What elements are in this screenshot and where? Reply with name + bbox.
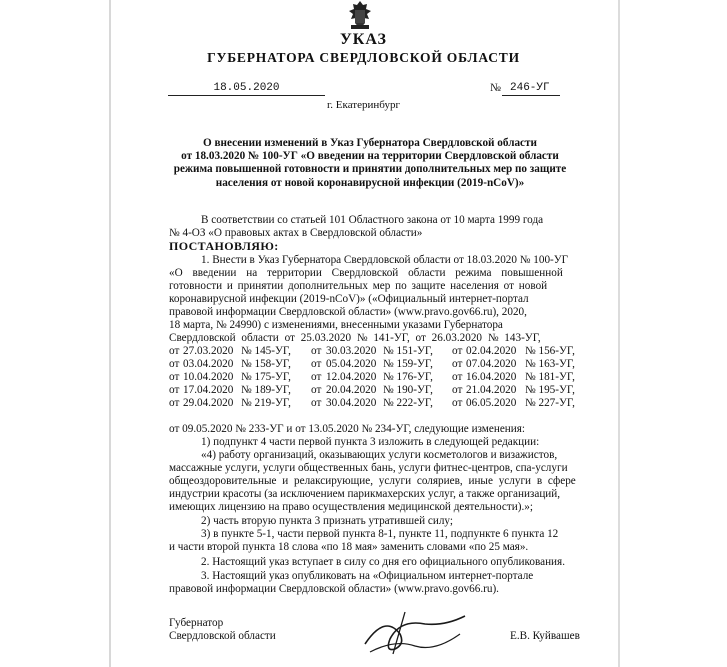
amendment-cell: 21.04.2020 (466, 384, 517, 396)
item-3-line: 3. Настоящий указ опубликовать на «Официальном интернет-портале (201, 570, 534, 582)
amendment-cell: от (452, 358, 463, 370)
quote-line: массажные услуги, услуги общественных бань, услуги фитнес-центров, спа-услуги (169, 462, 568, 474)
amendment-cell: № 195-УГ, (525, 384, 575, 396)
amendment-cell: от (452, 397, 463, 409)
heading-line: населения от новой коронавирусной инфекции (2019-nCoV)» (215, 176, 525, 189)
item1-line: «О введении на территории Свердловской области режима повышенной (169, 267, 563, 279)
amendment-cell: № 176-УГ, (383, 371, 433, 383)
heading-line: режима повышенной готовности и принятии дополнительных мер по защите (173, 163, 567, 176)
city: г. Екатеринбург (327, 99, 400, 111)
signer-title: Губернатор (169, 617, 224, 629)
number-sign: № (490, 82, 501, 94)
amendment-cell: № 222-УГ, (383, 397, 433, 409)
handwritten-signature (355, 604, 475, 659)
amendment-cell: 05.04.2020 (326, 358, 377, 370)
signer-title: Свердловской области (169, 630, 276, 642)
coat-of-arms-icon (340, 0, 380, 32)
decree-heading (160, 137, 580, 190)
amendment-cell: 29.04.2020 (183, 397, 234, 409)
amendment-cell: 30.03.2020 (326, 345, 377, 357)
amendment-cell: 20.04.2020 (326, 384, 377, 396)
signer-name: Е.В. Куйвашев (510, 630, 580, 642)
amendment-cell: от (311, 371, 322, 383)
item1-line: коронавирусной инфекции (2019-nCoV)» («Официальный интернет-портал (169, 293, 529, 305)
amendment-cell: от (311, 397, 322, 409)
amendment-cell: № 189-УГ, (241, 384, 291, 396)
amendment-cell: 12.04.2020 (326, 371, 377, 383)
amendment-cell: 30.04.2020 (326, 397, 377, 409)
amendment-cell: № 175-УГ, (241, 371, 291, 383)
amendment-cell: № 145-УГ, (241, 345, 291, 357)
amendment-cell: от (311, 345, 322, 357)
amendment-cell: от (169, 358, 180, 370)
quote-line: общеоздоровительные и релаксирующие, услуги соляриев, иные услуги в сфере (169, 475, 576, 487)
amendment-cell: № 181-УГ, (525, 371, 575, 383)
item1-line: 1. Внести в Указ Губернатора Свердловской области от 18.03.2020 № 100-УГ (201, 254, 569, 266)
amendment-cell: № 227-УГ, (525, 397, 575, 409)
amendment-cell: 02.04.2020 (466, 345, 517, 357)
decree-date: 18.05.2020 (168, 82, 325, 96)
amendment-cell: 17.04.2020 (183, 384, 234, 396)
heading-line: О внесении изменений в Указ Губернатора Свердловской области (203, 137, 537, 149)
amendment-cell: № 219-УГ, (241, 397, 291, 409)
subitem-1: 1) подпункт 4 части первой пункта 3 изложить в следующей редакции: (201, 436, 540, 448)
quote-line: индустрии красоты (за исключением парикмахерских услуг, а также организаций, (169, 488, 561, 500)
quote-line: имеющих лицензию на право осуществления медицинской деятельности).»; (169, 501, 533, 513)
item1-line: готовности и принятии дополнительных мер по защите населения от новой (169, 280, 548, 292)
amendment-cell: 06.05.2020 (466, 397, 517, 409)
amendment-cell: № 156-УГ, (525, 345, 575, 357)
subitem-2: 2) часть вторую пункта 3 признать утратившей силу; (201, 515, 453, 527)
amendment-cell: от (169, 397, 180, 409)
amendment-cell: от (311, 358, 322, 370)
amendment-cell: 27.03.2020 (183, 345, 234, 357)
amendment-cell: от (169, 371, 180, 383)
preamble-line: № 4-ОЗ «О правовых актах в Свердловской области» (169, 227, 423, 239)
item1-line: Свердловской области от 25.03.2020 № 141-УГ, от 26.03.2020 № 143-УГ, (169, 332, 541, 344)
item1-line: 18 марта, № 24990) с изменениями, внесенными указами Губернатора (169, 319, 503, 331)
decree-word: ПОСТАНОВЛЯЮ: (169, 239, 279, 253)
amendment-cell: от (452, 371, 463, 383)
amendment-cell: 07.04.2020 (466, 358, 517, 370)
item1-line: правовой информации Свердловской области» (www.pravo.gov66.ru), 2020, (169, 306, 527, 318)
item-3-line: правовой информации Свердловской области» (www.pravo.gov66.ru). (169, 583, 499, 595)
preamble-line: В соответствии со статьей 101 Областного закона от 10 марта 1999 года (201, 214, 544, 226)
item1-tail: от 09.05.2020 № 233-УГ и от 13.05.2020 № 234-УГ, следующие изменения: (169, 423, 526, 435)
amendment-cell: № 190-УГ, (383, 384, 433, 396)
amendment-cell: № 163-УГ, (525, 358, 575, 370)
amendment-cell: от (452, 345, 463, 357)
subitem-3-line: и части второй пункта 18 слова «по 18 мая» заменить словами «по 25 мая». (169, 541, 529, 553)
heading-line: от 18.03.2020 № 100-УГ «О введении на территории Свердловской области (181, 150, 559, 163)
decree-number: 246-УГ (502, 82, 560, 96)
amendment-cell: 10.04.2020 (183, 371, 234, 383)
amendment-cell: от (311, 384, 322, 396)
amendment-cell: № 158-УГ, (241, 358, 291, 370)
amendment-cell: 03.04.2020 (183, 358, 234, 370)
decree-subtitle: ГУБЕРНАТОРА СВЕРДЛОВСКОЙ ОБЛАСТИ (207, 50, 520, 65)
amendment-cell: № 159-УГ, (383, 358, 433, 370)
amendment-cell: от (169, 384, 180, 396)
amendment-cell: № 151-УГ, (383, 345, 433, 357)
quote-line: «4) работу организаций, оказывающих услуги косметологов и визажистов, (201, 449, 558, 461)
item-2: 2. Настоящий указ вступает в силу со дня его официального опубликования. (201, 556, 565, 568)
amendment-cell: от (169, 345, 180, 357)
decree-title: УКАЗ (340, 31, 387, 48)
subitem-3-line: 3) в пункте 5-1, части первой пункта 8-1, пункте 11, подпункте 6 пункта 12 (201, 528, 559, 540)
amendment-cell: 16.04.2020 (466, 371, 517, 383)
amendment-cell: от (452, 384, 463, 396)
